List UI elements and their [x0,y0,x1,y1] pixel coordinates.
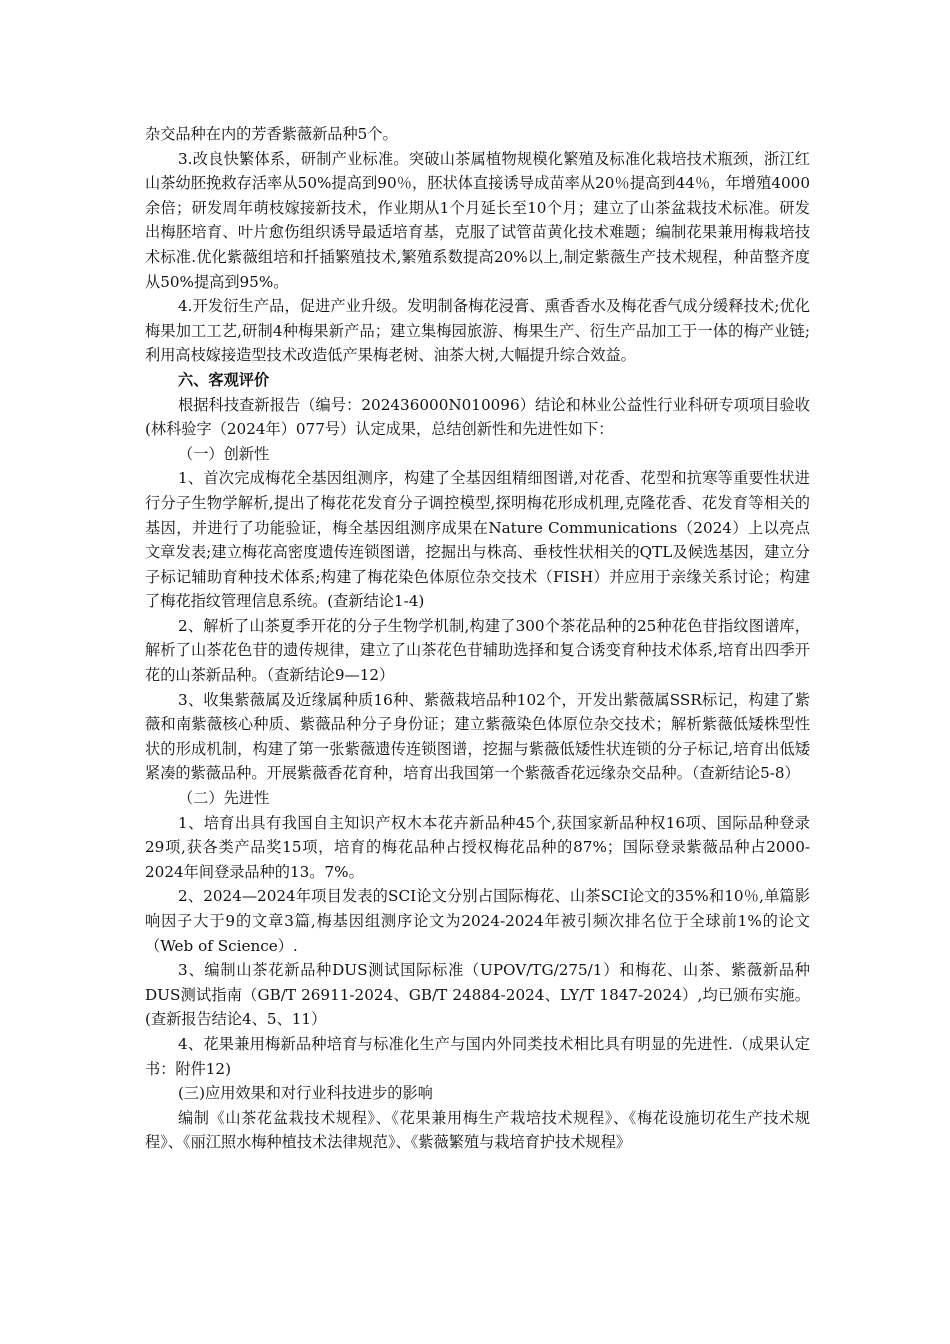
paragraph-derived-products: 4.开发衍生产品，促进产业升级。发明制备梅花浸膏、熏香香水及梅花香气成分缓释技术;优化梅果加工工艺,研制4种梅果新产品；建立集梅园旅游、梅果生产、衍生产品加工于一体的梅产业链;利用高枝嫁接造型技术改造低产果梅老树、油茶大树,大幅提升综合效益。 [145,297,810,365]
paragraph-evaluation-intro: 根据科技查新报告（编号：202436000N010096）结论和林业公益性行业科研专项项目验收(林科验字（2024年）077号）认定成果，总结创新性和先进性如下： [145,395,810,439]
paragraph-propagation-system: 3.改良快繁体系，研制产业标准。突破山茶属植物规模化繁殖及标准化栽培技术瓶颈，浙江红山茶幼胚挽救存活率从50%提高到90％，胚状体直接诱导成苗率从20％提高到44％，年增殖4000余倍；研发周年萌枝嫁接新技术，作业期从1个月延长至10个月；建立了山茶盆栽技术标准。研发出梅胚培育、叶片愈伤组织诱导最适培育基，克服了试管苗黄化技术难题；编制花果兼用梅栽培技术标准.优化紫薇组培和扦插繁殖技术,繁殖系数提高20%以上,制定紫薇生产技术规程，种苗整齐度从50%提高到95%。 [145,149,810,291]
paragraph-advancement-3: 3、编制山茶花新品种DUS测试国际标准（UPOV/TG/275/1）和梅花、山茶、紫薇新品种DUS测试指南（GB/T 26911-2024、GB/T 24884-2024、LY/T 1847-2024）,均已颁布实施。(查新报告结论4、5、11） [145,961,810,1029]
section-heading-objective-evaluation: 六、客观评价 [178,370,270,389]
document-page [145,122,810,1155]
paragraph-innovation-1: 1、首次完成梅花全基因组测序，构建了全基因组精细图谱,对花香、花型和抗寒等重要性状进行分子生物学解析,提出了梅花花发育分子调控模型,探明梅花形成机理,克隆花香、花发育等相关的基因，并进行了功能验证，梅全基因组测序成果在Nature Communications（2024）上以亮点文章发表;建立梅花高密度遗传连锁图谱，挖掘出与株高、垂枝性状相关的QTL及候选基因，建立分子标记辅助育种技术体系;构建了梅花染色体原位杂交技术（FISH）并应用于亲缘关系讨论；构建了梅花指纹管理信息系统。(查新结论1-4) [145,469,810,611]
paragraph-standards-compiled: 编制《山茶花盆栽技术规程》、《花果兼用梅生产栽培技术规程》、《梅花设施切花生产技术规程》、《丽江照水梅种植技术法律规范》、《紫薇繁殖与栽培育护技术规程》 [145,1108,810,1152]
paragraph-advancement-1: 1、培育出具有我国自主知识产权木本花卉新品种45个,获国家新品种权16项、国际品种登录29项,获各类产品奖15项，培育的梅花品种占授权梅花品种的87%；国际登录紫薇品种占2000-2024年间登录品种的13。7%。 [145,813,810,881]
paragraph-advancement-2: 2、2024—2024年项目发表的SCI论文分别占国际梅花、山茶SCI论文的35%和10％,单篇影响因子大于9的文章3篇,梅基因组测序论文为2024-2024年被引频次排名位于全球前1%的论文（Web of Science）. [145,887,810,955]
paragraph-advancement-4: 4、花果兼用梅新品种培育与标准化生产与国内外同类技术相比具有明显的先进性.（成果认定书：附件12) [145,1034,810,1078]
paragraph-innovation-2: 2、解析了山茶夏季开花的分子生物学机制,构建了300个茶花品种的25种花色苷指纹图谱库，解析了山茶花色苷的遗传规律，建立了山茶花色苷辅助选择和复合诱变育种技术体系,培育出四季开花的山茶新品种。（查新结论9—12） [145,616,810,685]
subheading-advancement: （二）先进性 [178,789,270,808]
subheading-application-effects: (三)应用效果和对行业科技进步的影响 [178,1084,433,1103]
paragraph-continuation: 杂交品种在内的芳香紫薇新品种5个。 [145,125,398,143]
paragraph-innovation-3: 3、收集紫薇属及近缘属种质16种、紫薇栽培品种102个，开发出紫薇属SSR标记，构建了紫薇和南紫薇核心种质、紫薇品种分子身份证；建立紫薇染色体原位杂交技术；解析紫薇低矮株型性状的形成机制，构建了第一张紫薇遗传连锁图谱，挖掘与紫薇低矮性状连锁的分子标记,培育出低矮紧凑的紫薇品种。开展紫薇香花育种，培育出我国第一个紫薇香花远缘杂交品种。（查新结论5-8） [145,690,810,783]
subheading-innovation: （一）创新性 [178,444,270,463]
